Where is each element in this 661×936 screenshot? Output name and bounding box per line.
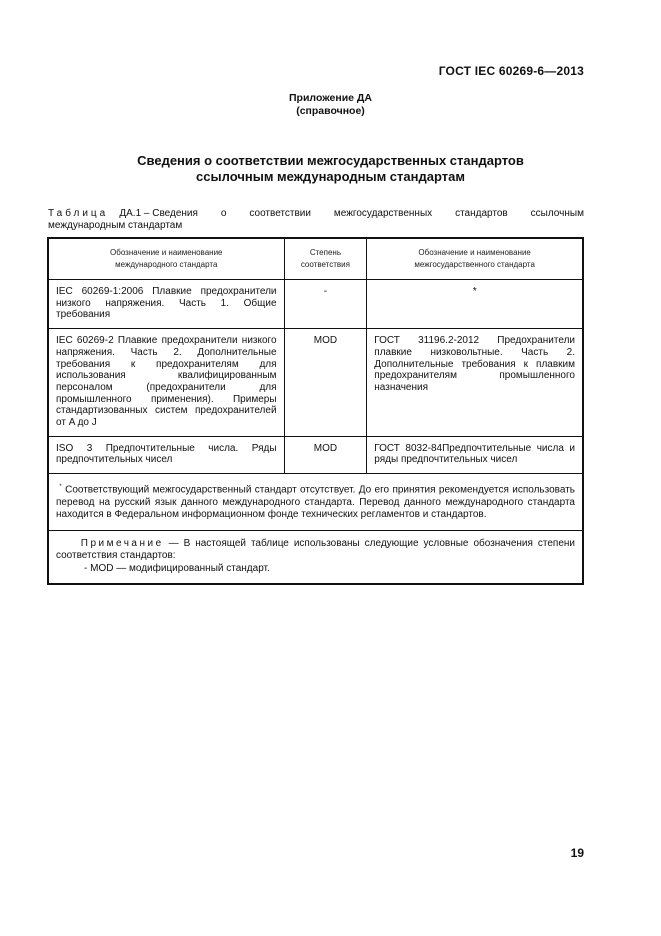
table-caption-word: о bbox=[220, 208, 227, 219]
footnote-text: Соответствующий межгосударственный стандарт отсутствует. До его принятия рекомендуется использовать перевод на русский язык данного международного стандарта. Перевод данного международного стандарта находится в Федеральном информационном фонде технических регламентов и стандартов. bbox=[56, 484, 575, 521]
table-caption bbox=[48, 208, 584, 232]
table-caption-line-2: международным стандартам bbox=[48, 220, 183, 231]
table-note bbox=[48, 530, 583, 584]
column-header-interstate: Обозначение и наименование межгосударственного стандарта bbox=[367, 238, 583, 280]
page-title-line-2: ссылочным международным стандартам bbox=[196, 169, 465, 184]
column-header-degree: Степень соответствия bbox=[284, 238, 367, 280]
annex-subtitle: (справочное) bbox=[296, 105, 365, 117]
correspondence-table bbox=[47, 237, 584, 585]
note-text: — В настоящей таблице использованы следующие условные обозначения степени соответствия стандартов: bbox=[56, 537, 576, 562]
table-caption-word: соответствии bbox=[249, 208, 311, 219]
table-caption-word: стандартов bbox=[455, 208, 508, 219]
annex-heading bbox=[0, 92, 661, 118]
cell-degree: - bbox=[284, 280, 367, 329]
cell-international: IEC 60269-1:2006 Плавкие предохранители низкого напряжения. Часть 1. Общие требования bbox=[48, 280, 284, 329]
column-header-international: Обозначение и наименование международного стандарта bbox=[48, 238, 284, 280]
footnote-marker: * bbox=[59, 484, 62, 491]
table-row bbox=[48, 329, 583, 437]
table-caption-number: ДА.1 – Сведения bbox=[119, 208, 198, 219]
table-caption-word: межгосударственных bbox=[333, 208, 433, 219]
table-caption-label: Таблица bbox=[48, 208, 109, 219]
table-caption-word: ссылочным bbox=[530, 208, 584, 219]
cell-interstate: * bbox=[367, 280, 583, 329]
page-title bbox=[0, 153, 661, 185]
table-footnote bbox=[48, 474, 583, 531]
cell-interstate: ГОСТ 31196.2-2012 Предохранители плавкие низковольтные. Часть 2. Дополнительные требования к плавким предохранителям промышленного назначения bbox=[367, 329, 583, 437]
annex-title: Приложение ДА bbox=[289, 92, 372, 104]
cell-international: IEC 60269-2 Плавкие предохранители низкого напряжения. Часть 2. Дополнительные требования к предохранителям для использования квалифицированным персоналом (предохранители для промышленного применения). Примеры стандартизованных систем предохранителей от A до J bbox=[48, 329, 284, 437]
table-header-row bbox=[48, 238, 583, 280]
cell-interstate: ГОСТ 8032-84Предпочтительные числа и ряды предпочтительных чисел bbox=[367, 436, 583, 473]
footnote-row bbox=[48, 474, 583, 531]
page-title-line-1: Сведения о соответствии межгосударственных стандартов bbox=[137, 153, 524, 168]
table-row bbox=[48, 436, 583, 473]
cell-international: ISO 3 Предпочтительные числа. Ряды предпочтительных чисел bbox=[48, 436, 284, 473]
cell-degree: MOD bbox=[284, 329, 367, 437]
page-number: 19 bbox=[570, 846, 584, 860]
standard-code: ГОСТ IEC 60269-6—2013 bbox=[438, 64, 584, 78]
note-label: Примечание bbox=[80, 537, 164, 549]
table-row bbox=[48, 280, 583, 329]
cell-degree: MOD bbox=[284, 436, 367, 473]
note-item: - MOD — модифицированный стандарт. bbox=[84, 562, 270, 574]
note-row bbox=[48, 530, 583, 584]
